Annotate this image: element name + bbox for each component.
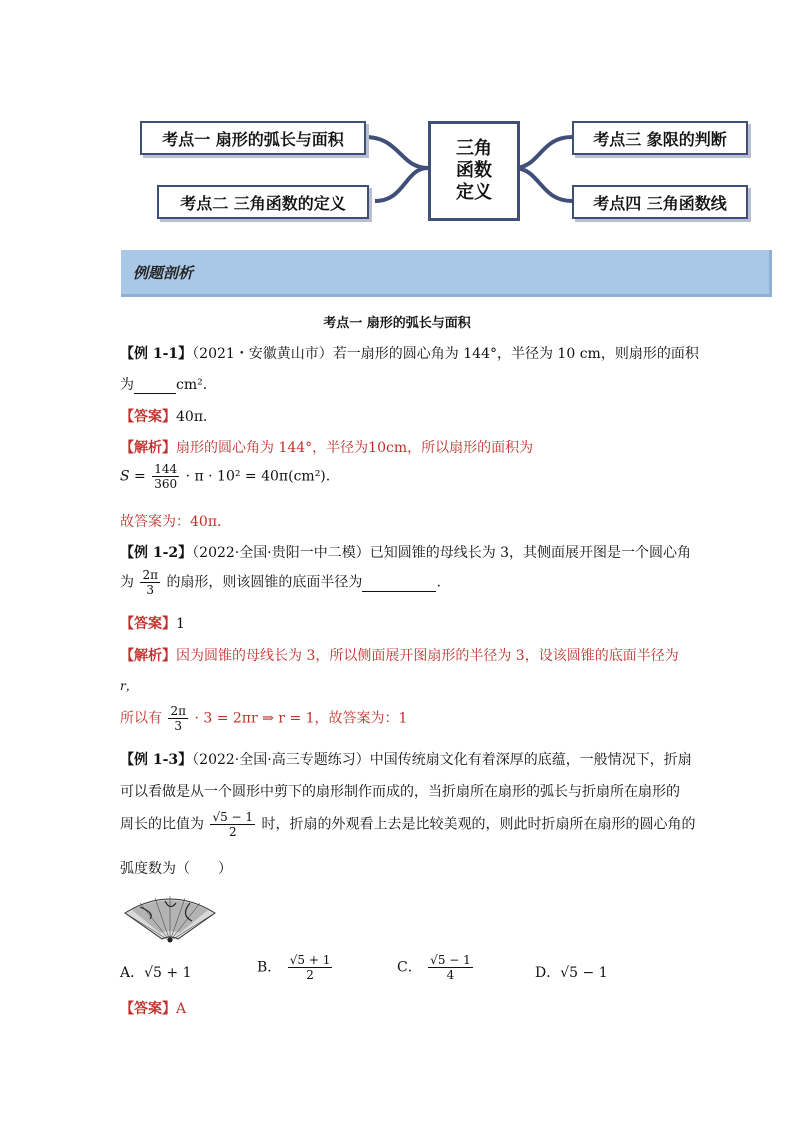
ex1-answer-value: 40π． <box>176 409 218 425</box>
ex2-line1 <box>120 542 691 562</box>
ex1-source: （2021・安徽黄山市） <box>192 346 333 362</box>
ex2-text2c: . <box>436 574 441 591</box>
ex1-answer-tag: 【答案】 <box>120 409 176 425</box>
section-title: 考点一 扇形的弧长与面积 <box>323 316 471 331</box>
ex3-fraction <box>210 810 255 839</box>
section-banner <box>121 250 772 297</box>
ex2-sol-fraction <box>168 704 188 733</box>
ex2-solution-tag: 【解析】 <box>120 648 176 664</box>
frac-num: √5 − 1 <box>430 953 471 967</box>
answer-blank <box>134 377 176 394</box>
ex2-sol3a: 所以有 <box>120 710 162 727</box>
ex1-answer <box>120 406 217 426</box>
frac-num: 144 <box>154 462 178 476</box>
option-a-text: √5 + 1 <box>144 965 192 981</box>
ex2-solution-line3 <box>120 704 407 733</box>
option-d-label: D． <box>535 965 561 981</box>
ex1-solution-text: 扇形的圆心角为 144°，半径为10cm，所以扇形的面积为 <box>176 440 534 456</box>
center-line-1: 三角 <box>456 138 492 159</box>
ex2-solution-text: 因为圆锥的母线长为 3，所以侧面展开图扇形的半径为 3，设该圆锥的底面半径为 <box>176 648 679 664</box>
ex1-text2a: 为 <box>120 377 134 393</box>
ex1-formula <box>120 462 330 491</box>
option-c-label: C． <box>397 959 422 976</box>
frac-num: √5 + 1 <box>289 953 331 967</box>
option-c[interactable] <box>397 953 475 982</box>
option-a[interactable] <box>120 962 192 982</box>
formula-lhs: S = <box>120 468 146 485</box>
option-b-label: B． <box>257 959 282 976</box>
topic-box-3 <box>572 121 748 155</box>
formula-fraction <box>152 462 179 491</box>
frac-den: 360 <box>154 477 178 491</box>
topic-label-1: 考点一 扇形的弧长与面积 <box>162 129 344 149</box>
topic-box-1 <box>140 121 366 155</box>
center-line-3: 定义 <box>456 182 492 203</box>
frac-den: 2 <box>228 825 237 839</box>
option-b-fraction <box>288 953 333 982</box>
ex3-line1 <box>120 749 692 769</box>
ex3-line2: 可以看做是从一个圆形中剪下的扇形制作而成的，当折扇所在扇形的弧长与折扇所在扇形的 <box>120 784 680 800</box>
answer-blank <box>362 575 436 592</box>
ex1-solution <box>120 437 533 457</box>
frac-den: 3 <box>146 583 155 597</box>
frac-num: 2π <box>170 704 186 718</box>
topic-label-3: 考点三 象限的判断 <box>593 129 727 149</box>
option-d[interactable] <box>535 962 608 982</box>
ex2-sol3b: · 3 = 2πr ⇒ r = 1，故答案为：1 <box>194 710 408 727</box>
ex2-solution <box>120 645 679 665</box>
frac-num: √5 − 1 <box>212 810 254 824</box>
ex3-answer <box>120 998 186 1018</box>
topic-label-4: 考点四 三角函数线 <box>593 193 727 213</box>
ex2-text2a: 为 <box>120 574 134 591</box>
ex2-fraction <box>140 568 160 597</box>
ex3-line3 <box>120 810 696 839</box>
folding-fan-image <box>120 893 220 945</box>
banner-title: 例题剖析 <box>133 264 194 282</box>
ex1-final: 故答案为：40π． <box>120 514 232 530</box>
topic-label-2: 考点二 三角函数的定义 <box>180 193 346 213</box>
ex2-text1: 已知圆锥的母线长为 3，其侧面展开图是一个圆心角 <box>369 545 692 561</box>
ex2-text2b: 的扇形，则该圆锥的底面半径为 <box>166 574 363 591</box>
ex3-text1: 中国传统扇文化有着深厚的底蕴，一般情况下，折扇 <box>369 752 692 768</box>
ex3-answer-value: A <box>176 1001 187 1017</box>
topic-box-4 <box>572 185 748 219</box>
option-b[interactable] <box>257 953 334 982</box>
ex3-line4: 弧度数为（ ） <box>120 861 232 877</box>
option-c-fraction <box>428 953 473 982</box>
center-topic-box <box>428 121 520 221</box>
ex1-tag: 【例 1-1】 <box>120 346 193 362</box>
center-line-2: 函数 <box>456 160 492 181</box>
ex1-line2 <box>120 374 207 394</box>
ex3-answer-tag: 【答案】 <box>120 1001 176 1017</box>
ex3-text3a: 周长的比值为 <box>120 816 204 833</box>
frac-num: 2π <box>142 568 158 582</box>
ex1-solution-tag: 【解析】 <box>120 440 176 456</box>
frac-den: 2 <box>306 968 314 982</box>
option-d-text: √5 − 1 <box>560 965 608 981</box>
topic-box-2 <box>157 185 369 219</box>
ex1-text1: 若一扇形的圆心角为 144°，半径为 10 cm，则扇形的面积 <box>332 346 699 362</box>
ex2-line2 <box>120 568 441 597</box>
ex2-tag: 【例 1-2】 <box>120 545 193 561</box>
ex2-solution-r: r， <box>120 679 138 693</box>
ex2-answer-value: 1 <box>176 616 185 632</box>
frac-den: 3 <box>174 719 183 733</box>
ex3-tag: 【例 1-3】 <box>120 752 193 768</box>
ex2-source: （2022·全国·贵阳一中二模） <box>192 545 370 561</box>
ex2-answer <box>120 613 185 633</box>
ex1-line1 <box>120 343 699 363</box>
frac-den: 4 <box>446 968 455 982</box>
ex3-source: （2022·全国·高三专题练习） <box>192 752 370 768</box>
formula-rhs: · π · 10² = 40π(cm²). <box>185 468 331 485</box>
ex1-text2b: cm². <box>176 377 208 393</box>
option-a-label: A． <box>120 965 145 981</box>
ex2-answer-tag: 【答案】 <box>120 616 176 632</box>
ex3-text3b: 时，折扇的外观看上去是比较美观的，则此时折扇所在扇形的圆心角的 <box>261 816 696 833</box>
